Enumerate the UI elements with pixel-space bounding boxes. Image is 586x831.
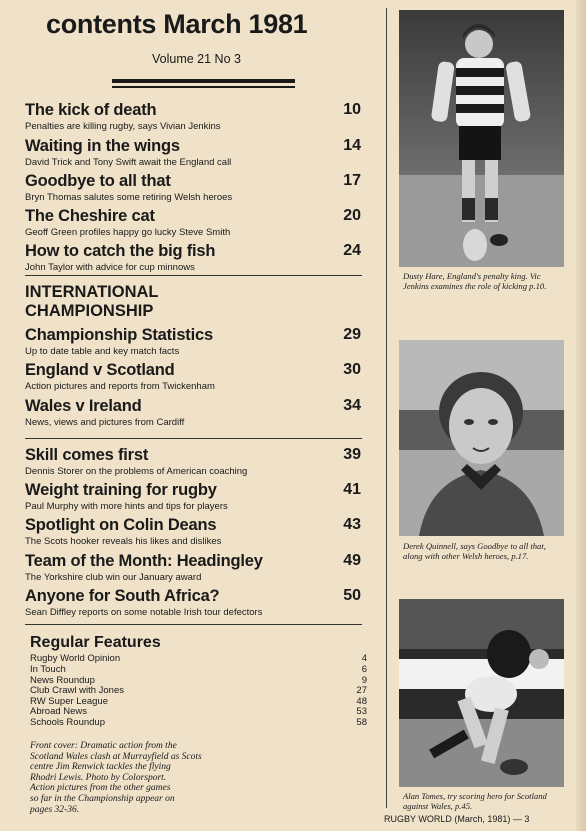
feature-label: Rugby World Opinion bbox=[30, 653, 121, 664]
article-subtitle: The Yorkshire club win our January award bbox=[25, 572, 202, 583]
caption-line: Derek Quinnell, says Goodbye to all that, bbox=[403, 541, 546, 551]
article-subtitle: Paul Murphy with more hints and tips for players bbox=[25, 501, 228, 512]
portrait-photo bbox=[399, 340, 564, 536]
article-entry[interactable] bbox=[25, 516, 361, 547]
article-title: Waiting in the wings bbox=[25, 137, 180, 155]
article-title: Anyone for South Africa? bbox=[25, 587, 220, 605]
feature-label: News Roundup bbox=[30, 675, 95, 686]
article-entry[interactable] bbox=[25, 587, 361, 618]
article-title: The kick of death bbox=[25, 101, 157, 119]
article-subtitle: Up to date table and key match facts bbox=[25, 346, 180, 357]
column-rule bbox=[386, 8, 387, 808]
header-rule-bottom bbox=[112, 86, 295, 88]
feature-label: RW Super League bbox=[30, 696, 108, 707]
article-page: 30 bbox=[343, 361, 361, 378]
feature-label: Club Crawl with Jones bbox=[30, 685, 124, 696]
section-heading bbox=[25, 283, 159, 321]
feature-page: 53 bbox=[356, 706, 367, 717]
feature-page: 27 bbox=[356, 685, 367, 696]
page-edge bbox=[576, 0, 586, 831]
article-title: Team of the Month: Headingley bbox=[25, 552, 263, 570]
article-subtitle: David Trick and Tony Swift await the England call bbox=[25, 157, 232, 168]
feature-entry[interactable] bbox=[30, 707, 367, 718]
article-title: Wales v Ireland bbox=[25, 397, 142, 415]
article-subtitle: Sean Diffley reports on some notable Irish tour defectors bbox=[25, 607, 263, 618]
photo-dusty-hare bbox=[399, 10, 564, 267]
feature-entry[interactable] bbox=[30, 665, 367, 676]
cover-note-line: centre Jim Renwick tackles the flying bbox=[30, 762, 171, 773]
photo-alan-tomes bbox=[399, 599, 564, 787]
article-page: 49 bbox=[343, 552, 361, 569]
article-page: 39 bbox=[343, 446, 361, 463]
article-subtitle: Action pictures and reports from Twickenham bbox=[25, 381, 215, 392]
photo-derek-quinnell bbox=[399, 340, 564, 536]
article-entry[interactable] bbox=[25, 137, 361, 168]
article-subtitle: Penalties are killing rugby, says Vivian Jenkins bbox=[25, 121, 221, 132]
article-title: Championship Statistics bbox=[25, 326, 213, 344]
feature-page: 9 bbox=[361, 675, 367, 686]
cover-note-line: Action pictures from the other games bbox=[30, 783, 171, 794]
caption-line: Alan Tomes, try scoring hero for Scotland bbox=[403, 791, 547, 801]
article-title: The Cheshire cat bbox=[25, 207, 155, 225]
cover-note-line: pages 32-36. bbox=[30, 804, 80, 815]
feature-entry[interactable] bbox=[30, 654, 367, 665]
section-heading-line: CHAMPIONSHIP bbox=[25, 302, 154, 320]
cover-note-line: Scotland Wales clash at Murrayfield as Scots bbox=[30, 751, 202, 762]
article-subtitle: Dennis Storer on the problems of American coaching bbox=[25, 466, 248, 477]
page-title: contents March 1981 bbox=[46, 9, 308, 39]
article-subtitle: Bryn Thomas salutes some retiring Welsh heroes bbox=[25, 192, 233, 203]
article-subtitle: Geoff Green profiles happy go lucky Steve Smith bbox=[25, 227, 231, 238]
article-subtitle: The Scots hooker reveals his likes and dislikes bbox=[25, 536, 222, 547]
article-page: 43 bbox=[343, 516, 361, 533]
article-page: 20 bbox=[343, 207, 361, 224]
article-title: How to catch the big fish bbox=[25, 242, 216, 260]
article-entry[interactable] bbox=[25, 481, 361, 512]
features-heading: Regular Features bbox=[30, 634, 161, 651]
article-subtitle: John Taylor with advice for cup minnows bbox=[25, 262, 195, 273]
feature-page: 48 bbox=[356, 696, 367, 707]
cover-note-line: Front cover: Dramatic action from the bbox=[30, 741, 177, 751]
article-page: 50 bbox=[343, 587, 361, 604]
caption-line: Jenkins examines the role of kicking p.10. bbox=[403, 281, 547, 291]
article-entry[interactable] bbox=[25, 242, 361, 273]
article-title: Weight training for rugby bbox=[25, 481, 217, 499]
feature-entry[interactable] bbox=[30, 686, 367, 697]
article-page: 34 bbox=[343, 397, 361, 414]
volume-number: Volume 21 No 3 bbox=[152, 52, 241, 66]
article-page: 24 bbox=[343, 242, 361, 259]
feature-page: 4 bbox=[361, 653, 367, 664]
section-heading-line: INTERNATIONAL bbox=[25, 283, 159, 301]
feature-label: Abroad News bbox=[30, 706, 88, 717]
try-scoring-photo bbox=[399, 599, 564, 787]
caption-line: along with other Welsh heroes, p.17. bbox=[403, 551, 529, 561]
article-entry[interactable] bbox=[25, 446, 361, 477]
header-rule-top bbox=[112, 79, 295, 83]
article-entry[interactable] bbox=[25, 326, 361, 357]
feature-entry[interactable] bbox=[30, 718, 367, 729]
article-title: Spotlight on Colin Deans bbox=[25, 516, 217, 534]
article-subtitle: News, views and pictures from Cardiff bbox=[25, 417, 185, 428]
article-title: England v Scotland bbox=[25, 361, 175, 379]
feature-page: 58 bbox=[356, 717, 367, 728]
page-footer: RUGBY WORLD (March, 1981) — 3 bbox=[384, 814, 530, 824]
article-entry[interactable] bbox=[25, 397, 361, 428]
section-divider bbox=[25, 438, 362, 439]
photo-caption bbox=[403, 271, 563, 291]
article-title: Goodbye to all that bbox=[25, 172, 171, 190]
section-divider bbox=[25, 624, 362, 625]
article-entry[interactable] bbox=[25, 207, 361, 238]
player-kicking-photo bbox=[399, 10, 564, 267]
section-divider bbox=[25, 275, 362, 276]
feature-page: 6 bbox=[361, 664, 367, 675]
article-page: 14 bbox=[343, 137, 361, 154]
article-page: 17 bbox=[343, 172, 361, 189]
article-page: 10 bbox=[343, 101, 361, 118]
article-entry[interactable] bbox=[25, 101, 361, 132]
article-page: 29 bbox=[343, 326, 361, 343]
article-entry[interactable] bbox=[25, 172, 361, 203]
article-title: Skill comes first bbox=[25, 446, 149, 464]
cover-note bbox=[30, 741, 215, 815]
article-entry[interactable] bbox=[25, 552, 361, 583]
photo-caption bbox=[403, 791, 563, 811]
caption-line: Dusty Hare, England's penalty king. Vic bbox=[403, 271, 541, 281]
feature-label: Schools Roundup bbox=[30, 717, 105, 728]
cover-note-line: Rhodri Lewis. Photo by Colorsport. bbox=[30, 772, 167, 783]
article-entry[interactable] bbox=[25, 361, 361, 392]
caption-line: against Wales, p.45. bbox=[403, 801, 473, 811]
feature-label: In Touch bbox=[30, 664, 66, 675]
article-page: 41 bbox=[343, 481, 361, 498]
photo-caption bbox=[403, 541, 563, 561]
cover-note-line: so far in the Championship appear on bbox=[30, 793, 175, 804]
